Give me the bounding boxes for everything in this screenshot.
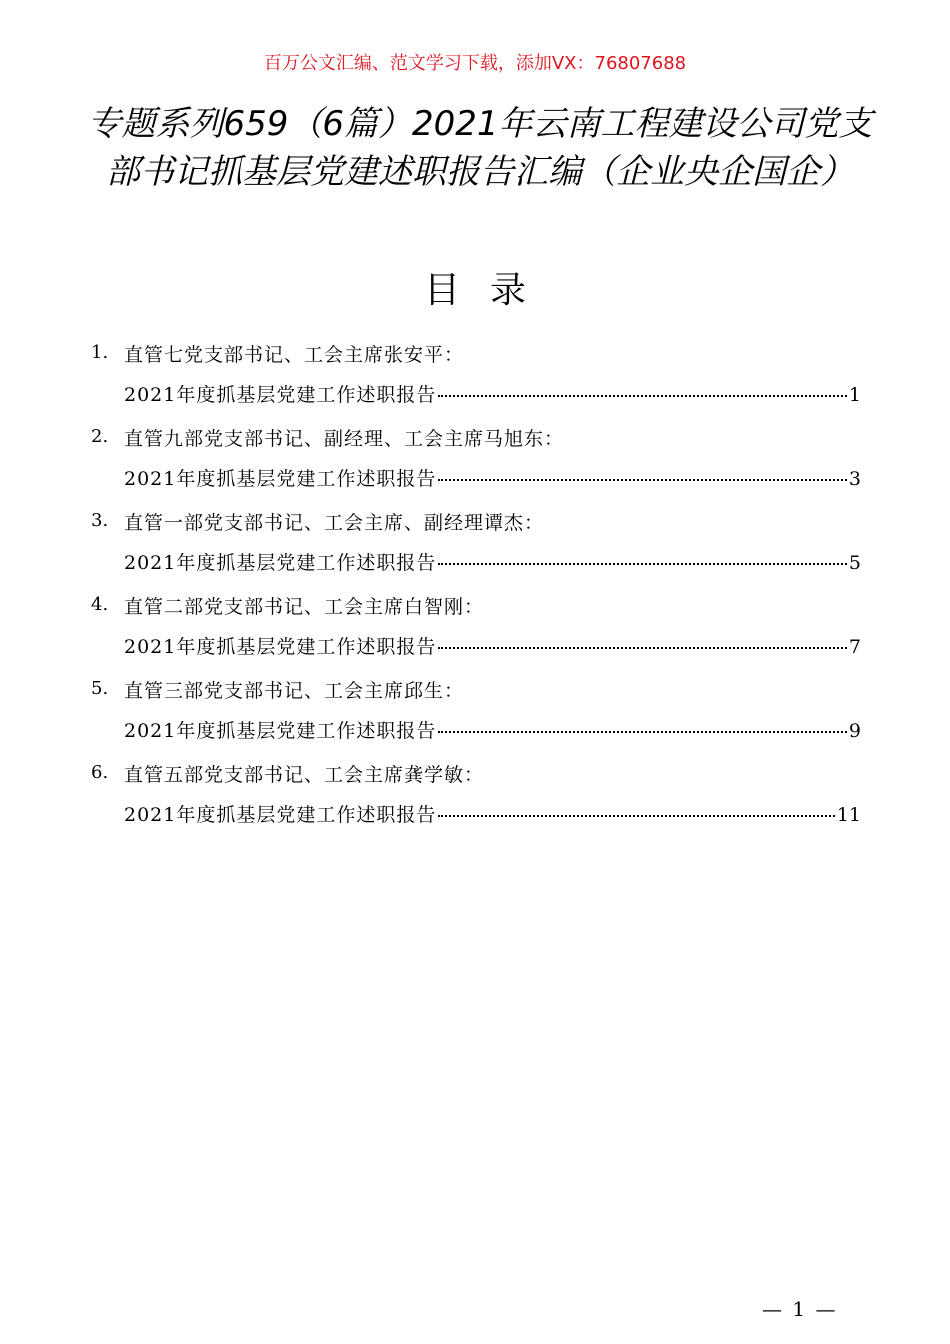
document-title: 专题系列659（6篇）2021年云南工程建设公司党支部书记抓基层党建述职报告汇编（企业央企国企）	[87, 104, 873, 192]
toc-dot-leader	[438, 647, 847, 649]
toc-entry[interactable]	[0, 754, 950, 838]
toc-entry-title-line	[124, 548, 861, 575]
toc-entry[interactable]	[0, 502, 950, 586]
table-of-contents	[0, 334, 950, 838]
toc-entry-title: 2021年度抓基层党建工作述职报告	[124, 384, 437, 406]
toc-entry-number: 3.	[91, 510, 109, 531]
toc-entry[interactable]	[0, 418, 950, 502]
toc-entry-title: 2021年度抓基层党建工作述职报告	[124, 552, 437, 574]
toc-entry-number: 5.	[91, 678, 109, 699]
page-number: — 1 —	[762, 1297, 838, 1321]
toc-dot-leader	[438, 563, 847, 565]
toc-entry-page: 5	[848, 552, 861, 574]
toc-entry-number: 1.	[91, 342, 109, 363]
toc-entry[interactable]	[0, 670, 950, 754]
toc-entry-number: 6.	[91, 762, 109, 783]
toc-entry-page: 3	[848, 468, 861, 490]
toc-entry-author: 直管五部党支部书记、工会主席龚学敏：	[124, 764, 485, 786]
toc-entry-title-line	[124, 380, 861, 407]
toc-dot-leader	[438, 479, 847, 481]
toc-entry-author: 直管七党支部书记、工会主席张安平：	[124, 344, 465, 366]
toc-entry-page: 9	[848, 720, 861, 742]
toc-entry-page: 11	[836, 804, 861, 826]
toc-dot-leader	[438, 731, 847, 733]
toc-entry-title: 2021年度抓基层党建工作述职报告	[124, 636, 437, 658]
toc-entry-title: 2021年度抓基层党建工作述职报告	[124, 804, 437, 826]
toc-entry-title-line	[124, 800, 861, 827]
toc-entry-title-line	[124, 716, 861, 743]
toc-dot-leader	[438, 395, 847, 397]
header-note: 百万公文汇编、范文学习下载，添加VX：76807688	[263, 53, 687, 74]
toc-entry-page: 1	[848, 384, 861, 406]
toc-dot-leader	[438, 815, 834, 817]
toc-heading: 目录	[423, 270, 556, 311]
toc-entry-title: 2021年度抓基层党建工作述职报告	[124, 720, 437, 742]
toc-entry-number: 4.	[91, 594, 109, 615]
toc-entry-author: 直管三部党支部书记、工会主席邱生：	[124, 680, 465, 702]
toc-entry[interactable]	[0, 586, 950, 670]
toc-entry-author: 直管九部党支部书记、副经理、工会主席马旭东：	[124, 428, 565, 450]
toc-entry-title: 2021年度抓基层党建工作述职报告	[124, 468, 437, 490]
toc-entry-page: 7	[848, 636, 861, 658]
toc-entry-author: 直管一部党支部书记、工会主席、副经理谭杰：	[124, 512, 545, 534]
toc-entry-title-line	[124, 464, 861, 491]
toc-entry-title-line	[124, 632, 861, 659]
toc-entry-author: 直管二部党支部书记、工会主席白智刚：	[124, 596, 485, 618]
toc-entry-number: 2.	[91, 426, 109, 447]
toc-entry[interactable]	[0, 334, 950, 418]
